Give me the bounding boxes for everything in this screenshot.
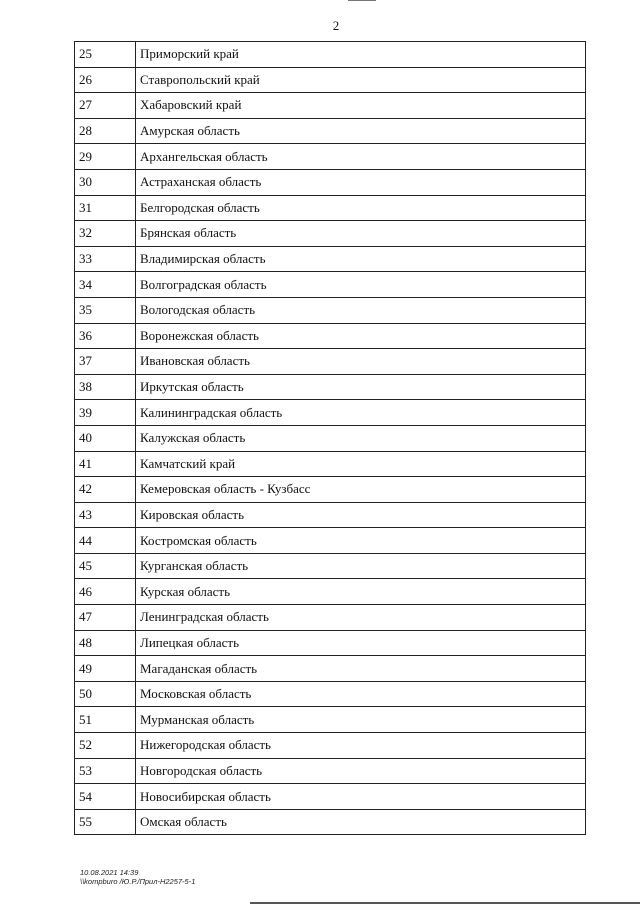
region-name: Камчатский край bbox=[136, 451, 586, 477]
table-row bbox=[75, 297, 586, 323]
footer-file-reference: \\kompburo /Ю.Р./Прил-Н2257-5-1 bbox=[80, 877, 196, 886]
region-name: Воронежская область bbox=[136, 323, 586, 349]
row-number: 29 bbox=[75, 144, 136, 170]
region-name: Приморский край bbox=[136, 42, 586, 68]
table-row bbox=[75, 707, 586, 733]
table-row bbox=[75, 400, 586, 426]
table-row bbox=[75, 323, 586, 349]
table-row bbox=[75, 144, 586, 170]
region-name: Липецкая область bbox=[136, 630, 586, 656]
row-number: 40 bbox=[75, 425, 136, 451]
region-name: Владимирская область bbox=[136, 246, 586, 272]
region-name: Мурманская область bbox=[136, 707, 586, 733]
table-row bbox=[75, 605, 586, 631]
row-number: 50 bbox=[75, 681, 136, 707]
row-number: 34 bbox=[75, 272, 136, 298]
region-name: Омская область bbox=[136, 809, 586, 835]
row-number: 39 bbox=[75, 400, 136, 426]
row-number: 27 bbox=[75, 93, 136, 119]
row-number: 43 bbox=[75, 502, 136, 528]
table-row bbox=[75, 784, 586, 810]
row-number: 52 bbox=[75, 733, 136, 759]
regions-table bbox=[74, 41, 586, 835]
table-row bbox=[75, 502, 586, 528]
row-number: 49 bbox=[75, 656, 136, 682]
region-name: Кировская область bbox=[136, 502, 586, 528]
region-name: Волгоградская область bbox=[136, 272, 586, 298]
region-name: Брянская область bbox=[136, 221, 586, 247]
row-number: 48 bbox=[75, 630, 136, 656]
scan-top-mark bbox=[348, 0, 376, 1]
row-number: 28 bbox=[75, 118, 136, 144]
region-name: Астраханская область bbox=[136, 169, 586, 195]
footer-timestamp: 10.08.2021 14:39 bbox=[80, 868, 139, 877]
region-name: Курская область bbox=[136, 579, 586, 605]
region-name: Новгородская область bbox=[136, 758, 586, 784]
table-row bbox=[75, 349, 586, 375]
page-number: 2 bbox=[332, 18, 340, 33]
table-row bbox=[75, 656, 586, 682]
region-name: Амурская область bbox=[136, 118, 586, 144]
row-number: 45 bbox=[75, 553, 136, 579]
row-number: 36 bbox=[75, 323, 136, 349]
table-row bbox=[75, 272, 586, 298]
row-number: 38 bbox=[75, 374, 136, 400]
region-name: Курганская область bbox=[136, 553, 586, 579]
scan-bottom-edge bbox=[250, 902, 640, 904]
table-row bbox=[75, 374, 586, 400]
row-number: 51 bbox=[75, 707, 136, 733]
region-name: Новосибирская область bbox=[136, 784, 586, 810]
table-row bbox=[75, 758, 586, 784]
region-name: Вологодская область bbox=[136, 297, 586, 323]
row-number: 54 bbox=[75, 784, 136, 810]
table-row bbox=[75, 733, 586, 759]
table-row bbox=[75, 118, 586, 144]
document-footer bbox=[80, 868, 195, 886]
table-row bbox=[75, 809, 586, 835]
row-number: 35 bbox=[75, 297, 136, 323]
table-row bbox=[75, 553, 586, 579]
table-row bbox=[75, 451, 586, 477]
row-number: 32 bbox=[75, 221, 136, 247]
row-number: 55 bbox=[75, 809, 136, 835]
table-row bbox=[75, 195, 586, 221]
row-number: 26 bbox=[75, 67, 136, 93]
row-number: 37 bbox=[75, 349, 136, 375]
table-row bbox=[75, 221, 586, 247]
row-number: 47 bbox=[75, 605, 136, 631]
region-name: Хабаровский край bbox=[136, 93, 586, 119]
table-row bbox=[75, 579, 586, 605]
region-name: Белгородская область bbox=[136, 195, 586, 221]
table-row bbox=[75, 477, 586, 503]
row-number: 30 bbox=[75, 169, 136, 195]
table-row bbox=[75, 67, 586, 93]
table-row bbox=[75, 528, 586, 554]
region-name: Архангельская область bbox=[136, 144, 586, 170]
table-row bbox=[75, 42, 586, 68]
row-number: 53 bbox=[75, 758, 136, 784]
table-row bbox=[75, 246, 586, 272]
table-row bbox=[75, 630, 586, 656]
table-row bbox=[75, 681, 586, 707]
row-number: 25 bbox=[75, 42, 136, 68]
row-number: 41 bbox=[75, 451, 136, 477]
region-name: Магаданская область bbox=[136, 656, 586, 682]
row-number: 46 bbox=[75, 579, 136, 605]
region-name: Московская область bbox=[136, 681, 586, 707]
table-row bbox=[75, 93, 586, 119]
region-name: Калужская область bbox=[136, 425, 586, 451]
region-name: Калининградская область bbox=[136, 400, 586, 426]
region-name: Ивановская область bbox=[136, 349, 586, 375]
table-row bbox=[75, 169, 586, 195]
row-number: 33 bbox=[75, 246, 136, 272]
table-row bbox=[75, 425, 586, 451]
region-name: Ставропольский край bbox=[136, 67, 586, 93]
region-name: Костромская область bbox=[136, 528, 586, 554]
regions-table-body bbox=[75, 42, 586, 835]
row-number: 31 bbox=[75, 195, 136, 221]
region-name: Нижегородская область bbox=[136, 733, 586, 759]
row-number: 42 bbox=[75, 477, 136, 503]
region-name: Иркутская область bbox=[136, 374, 586, 400]
row-number: 44 bbox=[75, 528, 136, 554]
region-name: Кемеровская область - Кузбасс bbox=[136, 477, 586, 503]
region-name: Ленинградская область bbox=[136, 605, 586, 631]
